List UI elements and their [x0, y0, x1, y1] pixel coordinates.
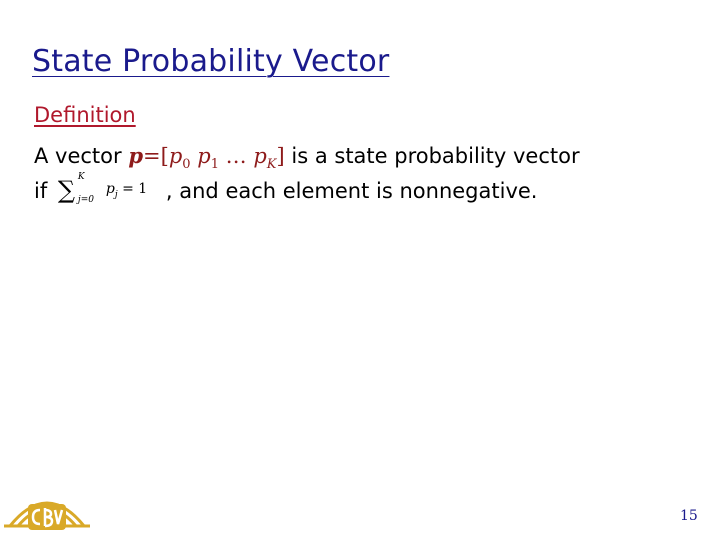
element-p0: p [168, 144, 183, 168]
element-p0-sub: 0 [182, 157, 191, 173]
element-p1: p [197, 144, 211, 168]
sum-variable-sub: j [114, 189, 118, 200]
element-pK: p [253, 144, 267, 168]
element-pK-sub: K [266, 157, 277, 173]
sum-body [106, 181, 147, 200]
university-emblem-logo [0, 486, 94, 538]
definition-heading: Definition [34, 103, 136, 127]
vector-expression [128, 143, 285, 173]
sum-rhs: = 1 [117, 181, 148, 197]
sum-variable: p [105, 181, 115, 197]
slide-title: State Probability Vector [32, 44, 390, 79]
vector-close: ] [276, 144, 285, 168]
line1-suffix: is a state probability vector [284, 144, 580, 168]
ellipsis: … [218, 144, 254, 168]
sum-formula [54, 172, 166, 205]
vector-eq-open: =[ [143, 144, 169, 168]
page-number: 15 [680, 508, 698, 524]
sum-lower-limit: j=0 [77, 195, 94, 205]
line1-prefix: A vector [34, 144, 129, 168]
line2-suffix: , and each element is nonnegative. [165, 179, 538, 203]
sigma-symbol: ∑ [57, 176, 76, 204]
element-p1-sub: 1 [210, 157, 219, 173]
sum-upper-limit: K [77, 172, 85, 182]
definition-line-2 [34, 172, 538, 205]
line2-prefix: if [34, 179, 54, 203]
definition-line-1 [34, 143, 580, 172]
vector-symbol: p [128, 143, 144, 168]
logo-graphic [0, 486, 94, 538]
